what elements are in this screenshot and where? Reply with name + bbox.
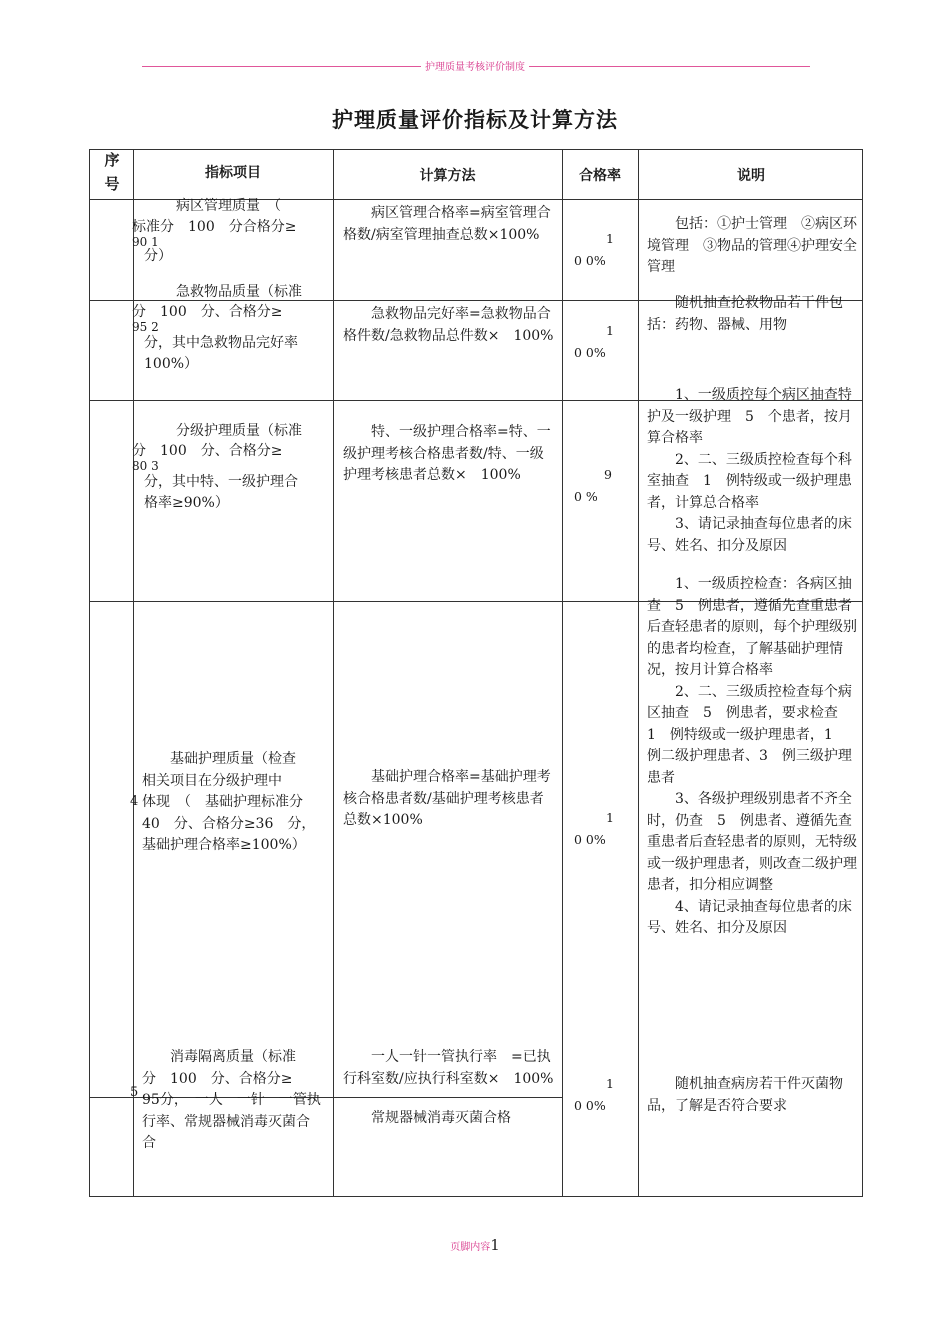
row3-rate-line: 9	[604, 467, 612, 482]
row5-seq: 5	[130, 1085, 139, 1100]
row4-item-line: 相关项目在分级护理中	[142, 772, 282, 789]
evaluation-table	[89, 149, 863, 1197]
row5-rate-line: 0 0%	[574, 1098, 606, 1113]
row4-seq: 4	[130, 794, 139, 809]
row1-rate	[574, 228, 634, 272]
col-header-item: 指标项目	[205, 165, 261, 181]
row1-method: 病区管理合格率=病室管理合格数/病室管理抽查总数×100%	[343, 205, 551, 243]
row1-item	[132, 196, 332, 264]
col-header-rate: 合格率	[579, 168, 621, 184]
row1-item-line: 标准分 100 分合格分≥	[132, 218, 297, 235]
row5-method: 一人一针一管执行率 =已执行科室数/应执行科室数× 100%	[343, 1049, 554, 1087]
row5-item-line: 行率、常规器械消毒灭菌合	[142, 1113, 310, 1130]
row2-item-line: 100%）	[144, 356, 199, 372]
row3-method: 特、一级护理合格率=特、一级护理考核合格患者数/特、一级护理考核患者总数× 100%	[343, 424, 551, 483]
row4-rate-line: 0 0%	[574, 832, 606, 847]
page-header	[0, 58, 950, 73]
row2-note: 随机抽查抢救物品若干件包括：药物、器械、用物	[647, 295, 843, 333]
col-header-note: 说明	[737, 168, 765, 184]
row5-item-line: 合	[142, 1135, 156, 1151]
row5-method-cont: 常规器械消毒灭菌合格	[343, 1110, 511, 1126]
row4-item-line: 基础护理合格率≥100%）	[142, 837, 306, 853]
row4-item-line: 40 分、合格分≥36 分，	[142, 815, 316, 832]
row1-item-line: 病区管理质量 （	[176, 198, 281, 214]
row3-rate-line: 0 %	[574, 489, 598, 504]
row2-method: 急救物品完好率=急救物品合格件数/急救物品总件数× 100%	[343, 306, 554, 344]
page-number: 1	[490, 1236, 500, 1254]
row3-item-line: 分，其中特、一级护理合	[144, 474, 298, 490]
row2-item-line: 分，其中急救物品完好率	[144, 335, 298, 351]
row2-rate-line: 1	[606, 323, 614, 338]
row2-rate-line: 0 0%	[574, 345, 606, 360]
col-header-method: 计算方法	[419, 168, 476, 184]
row4-rate-line: 1	[606, 810, 614, 825]
row1-item-line: 分）	[144, 247, 172, 264]
row4-item	[142, 749, 332, 857]
column-divider	[638, 150, 639, 1196]
row2-item-line: 分 100 分、合格分≥	[132, 304, 283, 320]
row4-note: 1、一级质控检查：各病区抽查 5 例患者，遵循先查重患者后查轻患者的原则，每个护理级别的患者均检查，了解基础护理情况，按月计算合格率 2、二、三级质控检查每个病区抽查 5 例患者，要求检查 1 例特级或一级护理患者，1 例二级护理患者、3 例三级护理患者 3、各级护理级别患者不齐全时，仍查 5 例患者、遵循先查重患者后查轻患者的原则，无特级或一级护理患者，则改查二级护理患者，扣分相应调整 4、请记录抽查每位患者的床号、姓名、扣分及原因	[647, 576, 857, 936]
row3-item-line: 分级护理质量（标准	[176, 423, 302, 439]
row2-item-line: 急救物品质量（标准	[176, 284, 302, 300]
row3-item-line: 80 3	[132, 459, 159, 473]
row5-item-line: 消毒隔离质量（标准	[142, 1049, 296, 1065]
row2-rate	[574, 320, 634, 364]
row4-item-line: 体现 （ 基础护理标准分	[142, 794, 303, 810]
col-header-seq-1: 序号	[104, 151, 120, 193]
column-divider	[333, 150, 334, 1196]
row1-note: 包括：①护士管理 ②病区环境管理 ③物品的管理④护理安全管理	[647, 216, 857, 275]
row3-rate	[574, 464, 634, 508]
row2-item-line: 95 2	[132, 320, 159, 334]
document-title: 护理质量评价指标及计算方法	[332, 107, 618, 132]
row1-item-line: 90 1	[132, 234, 159, 249]
row5-item-line: 95分， 一人 一针 一管执	[142, 1092, 321, 1108]
row4-rate	[574, 807, 634, 851]
row5-item	[142, 1047, 332, 1155]
row3-item-line: 分 100 分、合格分≥	[132, 443, 283, 459]
row4-item-line: 基础护理质量（检查	[142, 751, 296, 767]
row1-rate-line: 0 0%	[574, 253, 606, 268]
row5-rate	[574, 1073, 634, 1117]
row5-note: 随机抽查病房若干件灭菌物品，了解是否符合要求	[647, 1076, 843, 1114]
row3-item-line: 格率≥90%）	[144, 495, 229, 511]
column-divider	[562, 150, 563, 1196]
row5-rate-line: 1	[606, 1076, 614, 1091]
row3-note: 1、一级质控每个病区抽查特护及一级护理 5 个患者，按月算合格率 2、二、三级质控检查每个科室抽查 1 例特级或一级护理患者，计算总合格率 3、请记录抽查每位患者的床号、姓名、扣分及原因	[647, 387, 852, 554]
footer-text: 页脚内容	[450, 1242, 491, 1253]
row5-item-line: 分 100 分、合格分≥	[142, 1070, 293, 1087]
col-header-seq	[90, 148, 133, 196]
row2-item	[132, 282, 332, 375]
page-header-text: 护理质量考核评价制度	[421, 62, 529, 73]
row1-rate-line: 1	[606, 231, 614, 246]
row4-method: 基础护理合格率=基础护理考核合格患者数/基础护理考核患者总数×100%	[343, 769, 551, 828]
page-footer	[0, 1236, 950, 1254]
row3-item	[132, 421, 332, 514]
